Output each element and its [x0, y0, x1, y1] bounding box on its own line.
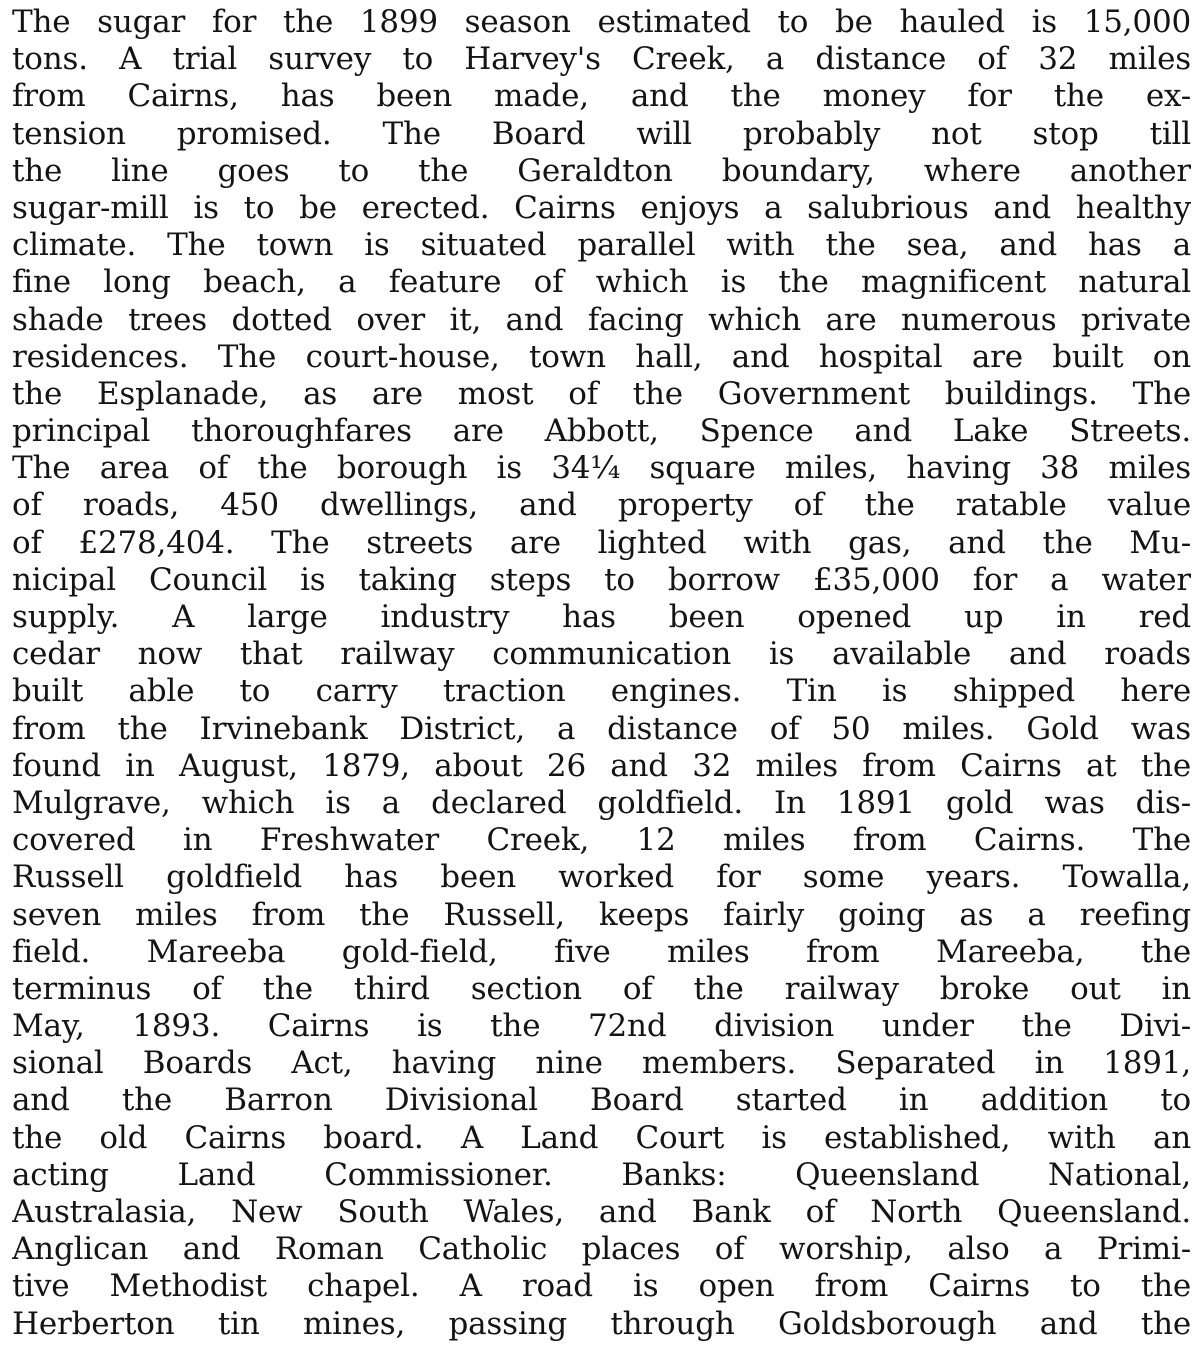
text-line: of roads, 450 dwellings, and property of the ratable value — [12, 487, 1191, 524]
text-line: shade trees dotted over it, and facing which are numerous private — [12, 301, 1191, 338]
text-line: sional Boards Act, having nine members. Separated in 1891, — [12, 1045, 1191, 1082]
text-line: the line goes to the Geraldton boundary, where another — [12, 152, 1191, 189]
text-line: Mulgrave, which is a declared goldfield. In 1891 gold was dis- — [12, 784, 1191, 821]
text-line: climate. The town is situated parallel with the sea, and has a — [12, 227, 1191, 264]
text-line: seven miles from the Russell, keeps fairly going as a reefing — [12, 896, 1191, 933]
body-paragraph — [12, 4, 1191, 1343]
text-line: and the Barron Divisional Board started in addition to — [12, 1082, 1191, 1119]
text-line: tension promised. The Board will probably not stop till — [12, 115, 1191, 152]
text-line: Russell goldfield has been worked for some years. Towalla, — [12, 859, 1191, 896]
text-line: the old Cairns board. A Land Court is established, with an — [12, 1119, 1191, 1156]
text-line: sugar-mill is to be erected. Cairns enjoys a salubrious and healthy — [12, 189, 1191, 226]
text-line: residences. The court-house, town hall, and hospital are built on — [12, 338, 1191, 375]
text-line: from the Irvinebank District, a distance of 50 miles. Gold was — [12, 710, 1191, 747]
text-line: The area of the borough is 34¼ square miles, having 38 miles — [12, 450, 1191, 487]
text-line: principal thoroughfares are Abbott, Spence and Lake Streets. — [12, 413, 1191, 450]
text-line: covered in Freshwater Creek, 12 miles from Cairns. The — [12, 822, 1191, 859]
text-line: the Esplanade, as are most of the Government buildings. The — [12, 375, 1191, 412]
text-line: Anglican and Roman Catholic places of worship, also a Primi- — [12, 1231, 1191, 1268]
text-line: tons. A trial survey to Harvey's Creek, a distance of 32 miles — [12, 41, 1191, 78]
text-line: fine long beach, a feature of which is the magnificent natural — [12, 264, 1191, 301]
text-line: field. Mareeba gold-field, five miles from Mareeba, the — [12, 933, 1191, 970]
text-line: of £278,404. The streets are lighted with gas, and the Mu- — [12, 524, 1191, 561]
text-line: Australasia, New South Wales, and Bank of North Queensland. — [12, 1194, 1191, 1230]
text-line: Herberton tin mines, passing through Goldsborough and the — [12, 1305, 1191, 1342]
text-line: cedar now that railway communication is available and roads — [12, 636, 1191, 673]
text-line: May, 1893. Cairns is the 72nd division under the Divi- — [12, 1008, 1191, 1045]
text-line: nicipal Council is taking steps to borrow £35,000 for a water — [12, 561, 1191, 598]
text-line: built able to carry traction engines. Tin is shipped here — [12, 673, 1191, 710]
text-line: supply. A large industry has been opened up in red — [12, 599, 1191, 635]
text-line: The sugar for the 1899 season estimated to be hauled is 15,000 — [12, 4, 1191, 40]
text-line: tive Methodist chapel. A road is open from Cairns to the — [12, 1268, 1191, 1305]
text-line: acting Land Commissioner. Banks: Queensland National, — [12, 1156, 1191, 1193]
text-line: from Cairns, has been made, and the money for the ex- — [12, 78, 1191, 115]
text-line: terminus of the third section of the railway broke out in — [12, 970, 1191, 1007]
text-line: found in August, 1879, about 26 and 32 miles from Cairns at the — [12, 747, 1191, 784]
